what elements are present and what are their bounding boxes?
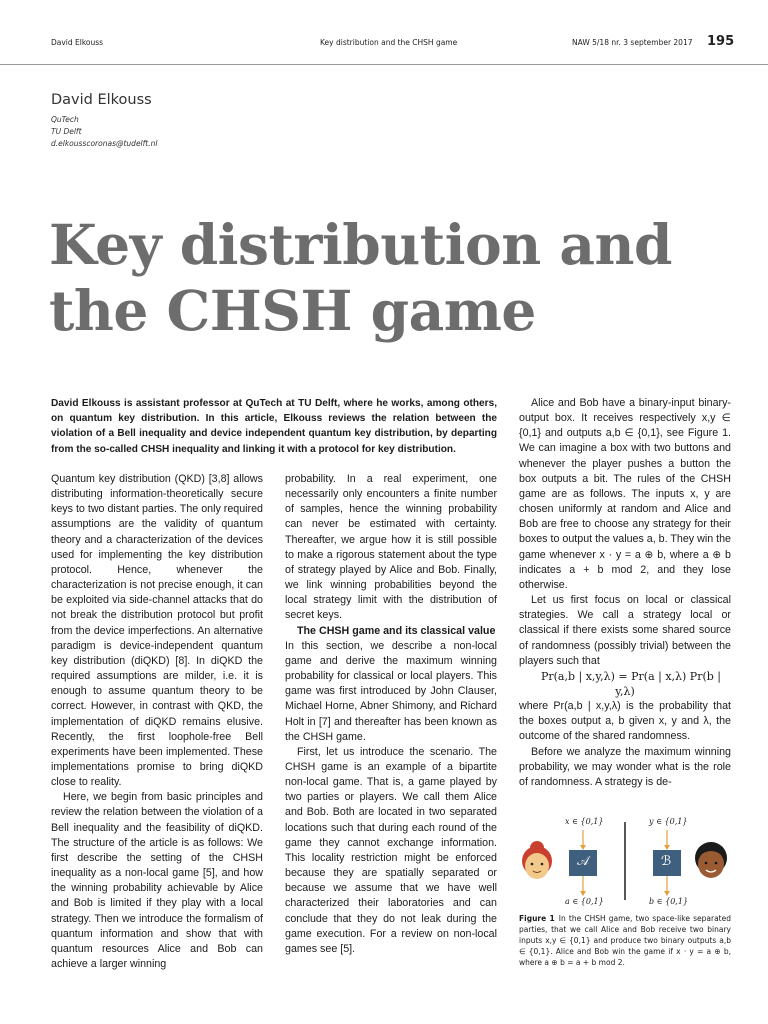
- header-issue: NAW 5/18 nr. 3 september 2017: [572, 38, 693, 47]
- bob-input-label: y ∈ {0,1}: [649, 817, 688, 826]
- alice-output-label: a ∈ {0,1}: [565, 897, 604, 906]
- author-email[interactable]: d.elkousscoronas@tudelft.nl: [51, 139, 158, 148]
- bob-input-arrowhead: [664, 845, 670, 850]
- author-affiliation-2: TU Delft: [51, 127, 82, 136]
- paragraph: Quantum key distribution (QKD) [3,8] allows distributing information-theoretically secure keys to two distant parties. The only required assumptions are the validity of quantum theory and a characterization of the devices used for implementing the key distribution protocol. Hence, whenever the characterization is not precise enough, it can be exploited via side-channel attacks that do not break the distribution protocol but profit from the device imperfections. An alternative paradigm is device-independent quantum key distribution (diQKD) [8]. In diQKD the required assumptions are milder, i.e. it is enough to assume quantum theory to be correct. However, in contrast with QKD, the implementation of diQKD remains elusive. Recently, the first loophole-free Bell experiments have been implemented. These implementations promise to bring diQKD close to reality.: [51, 473, 263, 789]
- bob-output-label: b ∈ {0,1}: [649, 897, 689, 906]
- column-1: [51, 472, 263, 972]
- title-line-1: Key distribution and: [49, 212, 672, 277]
- article-title: [49, 212, 672, 344]
- alice-box-label: 𝒜: [577, 854, 590, 869]
- paragraph: where Pr(a,b | x,y,λ) is the probability that the boxes output a, b given x, y and λ, the outcome of the shared randomness.: [519, 700, 731, 743]
- alice-avatar-icon: [522, 841, 552, 879]
- paragraph: probability. In a real experiment, one necessarily only encounters a finite number of samples, hence the winning probability can never be estimated with certainty. Thereafter, we argue how it is still possible to make a rigorous statement about the type of strategy played by Alice and Bob. Finally, we link winning probabilities beyond the local strategy limit with the distribution of secret keys.: [285, 473, 497, 622]
- paragraph: Let us first focus on local or classical strategies. We call a strategy local or classical if there exists some shared source of randomness (possibly trivial) between the players such that: [519, 594, 731, 667]
- figure-drawing: [519, 812, 731, 912]
- bob-avatar-icon: [695, 842, 727, 878]
- section-heading: The CHSH game and its classical value: [297, 624, 496, 637]
- caption-text: In the CHSH game, two space-like separated parties, that we call Alice and Bob receive two binary inputs x,y ∈ {0,1} and produce two binary outputs a,b ∈ {0,1}. Alice and Bob win the game if x · y = a ⊕ b, where a ⊕ b = a + b mod 2.: [519, 914, 731, 967]
- bob-output-arrowhead: [664, 891, 670, 896]
- column-3: [519, 396, 731, 790]
- running-header: [0, 34, 768, 66]
- bob-box-label: ℬ: [661, 854, 672, 869]
- figure-caption: [519, 913, 731, 968]
- author-name: David Elkouss: [51, 92, 152, 108]
- alice-input-arrowhead: [580, 845, 586, 850]
- page-number: 195: [707, 34, 735, 49]
- paragraph: First, let us introduce the scenario. The CHSH game is an example of a bipartite non-local game. That is, a game played by two parties or players. We call them Alice and Bob. Both are located in two separated locations such that during each round of the game they cannot exchange information. This locality restriction might be enforced because they are spatially separated or because we assume that we have well characterized their laboratories and can conclude that they do not leak during the game execution. For a review on non-local games see [5].: [285, 745, 497, 955]
- equation: Pr(a,b | x,y,λ) = Pr(a | x,λ) Pr(b | y,λ): [540, 669, 722, 698]
- column-2: [285, 472, 497, 957]
- author-affiliation-1: QuTech: [51, 115, 79, 124]
- alice-input-label: x ∈ {0,1}: [565, 817, 604, 826]
- title-line-2: the CHSH game: [49, 278, 536, 343]
- figure-chsh-game: [519, 812, 731, 922]
- header-title: Key distribution and the CHSH game: [320, 38, 458, 47]
- header-divider: [0, 64, 768, 65]
- abstract: David Elkouss is assistant professor at QuTech at TU Delft, where he works, among others, on quantum key distribution. In this article, Elkouss reviews the relation between the violation of a Bell inequality and device independent quantum key distribution, by departing from the so-called CHSH inequality and linking it with a protocol for key distribution.: [51, 398, 497, 455]
- paragraph: Before we analyze the maximum winning probability, we may wonder what is the role of randomness. A strategy is de-: [519, 745, 731, 788]
- paragraph: Alice and Bob have a binary-input binary-output box. It receives respectively x,y ∈ {0,1} and outputs a,b ∈ {0,1}, see Figure 1. We can imagine a box with two buttons and whenever the player pushes a button the box outputs a bit. The rules of the CHSH game are as follows. The inputs x, y are chosen uniformly at random and Alice and Bob are free to choose any strategy for their boxes to output the values a, b. They win the game whenever x · y = a ⊕ b, where a ⊕ b indicates a + b mod 2, and they lose otherwise.: [519, 397, 731, 591]
- caption-label: Figure 1: [519, 914, 555, 923]
- alice-output-arrowhead: [580, 891, 586, 896]
- paragraph: In this section, we describe a non-local game and derive the maximum winning probability for classical or local players. This game was first introduced by John Clauser, Michael Horne, Abner Shimony, and Richard Holt in [7] and thereafter has been known as the CHSH game.: [285, 639, 497, 743]
- paragraph: Here, we begin from basic principles and review the relation between the violation of a Bell inequality and the feasibility of diQKD. The structure of the article is as follows: We first describe the setting of the CHSH inequality as a non-local game [5], and how the winning probability achievable by Alice and Bob is limited if they play with a local strategy. Then we introduce the formalism of quantum information and show that with quantum resources Alice and Bob can achieve a larger winning: [51, 791, 263, 970]
- header-author: David Elkouss: [51, 38, 104, 47]
